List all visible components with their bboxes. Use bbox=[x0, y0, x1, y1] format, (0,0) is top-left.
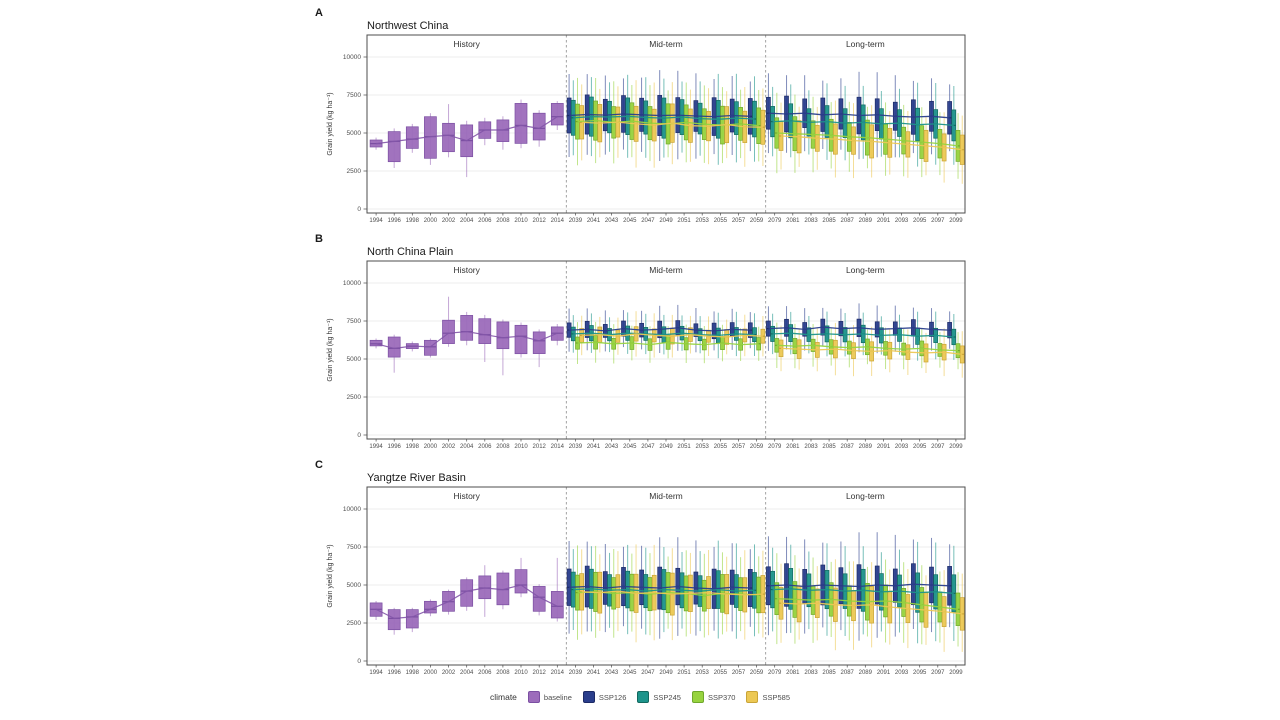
y-tick-label: 10000 bbox=[342, 54, 361, 62]
x-tick-label: 2089 bbox=[858, 218, 872, 224]
y-tick-label: 7500 bbox=[346, 92, 361, 100]
legend-swatch-icon bbox=[692, 691, 704, 703]
x-tick-label: 2002 bbox=[441, 444, 456, 450]
x-tick-label: 2010 bbox=[514, 218, 528, 224]
boxplot-chart bbox=[305, 226, 975, 452]
legend-item-baseline bbox=[528, 691, 572, 703]
climate-legend bbox=[0, 691, 1280, 703]
x-tick-label: 2006 bbox=[478, 670, 492, 676]
y-tick-label: 0 bbox=[357, 658, 361, 666]
legend-swatch-icon bbox=[746, 691, 758, 703]
x-tick-label: 2039 bbox=[568, 218, 583, 224]
y-tick-label: 7500 bbox=[346, 318, 361, 326]
x-tick-label: 2089 bbox=[858, 444, 872, 450]
x-tick-label: 2087 bbox=[840, 218, 854, 224]
y-tick-label: 0 bbox=[357, 432, 361, 440]
x-tick-label: 2012 bbox=[532, 670, 546, 676]
y-tick-label: 10000 bbox=[342, 506, 361, 514]
panel-letter: B bbox=[315, 233, 323, 245]
x-tick-label: 2093 bbox=[894, 218, 909, 224]
legend-swatch-icon bbox=[583, 691, 595, 703]
x-tick-label: 2041 bbox=[586, 670, 601, 676]
legend-swatch-icon bbox=[637, 691, 649, 703]
facet-label: History bbox=[453, 265, 480, 275]
x-tick-label: 2008 bbox=[496, 670, 510, 676]
x-tick-label: 2047 bbox=[641, 444, 655, 450]
facet-label: Mid-term bbox=[649, 39, 683, 49]
legend-item-label: SSP585 bbox=[762, 692, 790, 702]
x-tick-label: 2057 bbox=[731, 218, 746, 224]
x-tick-label: 2014 bbox=[550, 670, 564, 676]
panel-title: Northwest China bbox=[367, 20, 449, 32]
x-tick-label: 2085 bbox=[822, 444, 836, 450]
facet-label: Mid-term bbox=[649, 491, 683, 501]
x-tick-label: 2099 bbox=[949, 670, 963, 676]
x-tick-label: 2079 bbox=[768, 444, 782, 450]
x-tick-label: 2045 bbox=[623, 670, 637, 676]
y-tick-label: 2500 bbox=[346, 394, 361, 402]
x-tick-label: 2081 bbox=[786, 670, 800, 676]
legend-title: climate bbox=[489, 692, 517, 702]
x-tick-label: 1994 bbox=[369, 670, 383, 676]
x-tick-label: 2083 bbox=[804, 670, 818, 676]
x-tick-label: 2091 bbox=[876, 670, 891, 676]
x-tick-label: 2093 bbox=[894, 670, 909, 676]
x-tick-label: 2091 bbox=[876, 218, 891, 224]
y-axis-label: Grain yield (kg ha⁻¹) bbox=[327, 318, 334, 382]
x-tick-label: 2099 bbox=[949, 444, 963, 450]
y-tick-label: 5000 bbox=[346, 582, 361, 590]
x-tick-label: 2014 bbox=[550, 218, 564, 224]
legend-item-label: SSP126 bbox=[598, 692, 627, 702]
x-tick-label: 2097 bbox=[931, 218, 945, 224]
x-tick-label: 2008 bbox=[496, 444, 510, 450]
x-tick-label: 2059 bbox=[749, 444, 764, 450]
x-tick-label: 2059 bbox=[749, 670, 764, 676]
y-axis-label: Grain yield (kg ha⁻¹) bbox=[327, 92, 334, 156]
x-tick-label: 2000 bbox=[423, 444, 438, 450]
x-tick-label: 2055 bbox=[713, 218, 728, 224]
x-tick-label: 2043 bbox=[604, 218, 619, 224]
x-tick-label: 2097 bbox=[931, 670, 945, 676]
legend-item-SSP126 bbox=[583, 691, 627, 703]
legend-item-label: SSP370 bbox=[707, 692, 736, 702]
y-tick-label: 2500 bbox=[346, 620, 361, 628]
facet-label: Long-term bbox=[845, 265, 885, 275]
x-tick-label: 2014 bbox=[550, 444, 564, 450]
x-tick-label: 2051 bbox=[677, 670, 691, 676]
x-tick-label: 2045 bbox=[623, 444, 637, 450]
x-tick-label: 2099 bbox=[949, 218, 963, 224]
x-tick-label: 2047 bbox=[641, 670, 655, 676]
legend-item-label: baseline bbox=[543, 692, 572, 702]
x-tick-label: 1998 bbox=[405, 670, 419, 676]
x-tick-label: 2087 bbox=[840, 444, 854, 450]
x-tick-label: 2047 bbox=[641, 218, 655, 224]
x-tick-label: 2039 bbox=[568, 444, 583, 450]
x-tick-label: 2004 bbox=[460, 218, 474, 224]
x-tick-label: 1998 bbox=[405, 218, 419, 224]
x-tick-label: 2059 bbox=[749, 218, 764, 224]
x-tick-label: 2000 bbox=[423, 218, 438, 224]
facet-label: History bbox=[453, 39, 480, 49]
x-tick-label: 2041 bbox=[586, 444, 601, 450]
legend-items bbox=[528, 691, 790, 703]
x-tick-label: 1994 bbox=[369, 444, 383, 450]
x-tick-label: 2041 bbox=[586, 218, 601, 224]
x-tick-label: 2055 bbox=[713, 444, 728, 450]
boxplot-chart bbox=[305, 452, 975, 678]
x-tick-label: 2006 bbox=[478, 218, 492, 224]
x-tick-label: 2002 bbox=[441, 670, 456, 676]
x-tick-label: 2085 bbox=[822, 670, 836, 676]
x-tick-label: 2087 bbox=[840, 670, 854, 676]
panel-letter: A bbox=[315, 7, 323, 19]
x-tick-label: 2043 bbox=[604, 670, 619, 676]
y-tick-label: 7500 bbox=[346, 544, 361, 552]
x-tick-label: 2004 bbox=[460, 444, 474, 450]
y-tick-label: 0 bbox=[357, 206, 361, 214]
panel-a-northwest-china bbox=[305, 0, 975, 226]
boxplot-chart bbox=[305, 0, 975, 226]
x-tick-label: 1996 bbox=[387, 444, 401, 450]
legend-item-SSP585 bbox=[746, 691, 790, 703]
x-tick-label: 2089 bbox=[858, 670, 872, 676]
x-tick-label: 2010 bbox=[514, 444, 528, 450]
x-tick-label: 2081 bbox=[786, 218, 800, 224]
x-tick-label: 2010 bbox=[514, 670, 528, 676]
x-tick-label: 2083 bbox=[804, 444, 818, 450]
facet-label: Mid-term bbox=[649, 265, 683, 275]
x-tick-label: 2045 bbox=[623, 218, 637, 224]
y-tick-label: 2500 bbox=[346, 168, 361, 176]
x-tick-label: 2057 bbox=[731, 670, 746, 676]
x-tick-label: 2097 bbox=[931, 444, 945, 450]
x-tick-label: 2008 bbox=[496, 218, 510, 224]
x-tick-label: 2083 bbox=[804, 218, 818, 224]
x-tick-label: 2079 bbox=[768, 670, 782, 676]
x-tick-label: 2091 bbox=[876, 444, 891, 450]
legend-swatch-icon bbox=[528, 691, 540, 703]
x-tick-label: 2002 bbox=[441, 218, 456, 224]
x-tick-label: 2095 bbox=[913, 218, 927, 224]
panel-b-north-china-plain bbox=[305, 226, 975, 452]
x-tick-label: 2095 bbox=[913, 670, 927, 676]
facet-label: Long-term bbox=[845, 491, 885, 501]
legend-item-SSP245 bbox=[637, 691, 681, 703]
x-tick-label: 1996 bbox=[387, 218, 401, 224]
x-tick-label: 2079 bbox=[768, 218, 782, 224]
y-tick-label: 10000 bbox=[342, 280, 361, 288]
x-tick-label: 2051 bbox=[677, 218, 691, 224]
y-axis-label: Grain yield (kg ha⁻¹) bbox=[327, 544, 334, 608]
x-tick-label: 2057 bbox=[731, 444, 746, 450]
panel-title: North China Plain bbox=[367, 246, 454, 258]
x-tick-label: 2049 bbox=[659, 670, 673, 676]
x-tick-label: 2055 bbox=[713, 670, 728, 676]
x-tick-label: 2053 bbox=[695, 218, 709, 224]
x-tick-label: 2012 bbox=[532, 444, 546, 450]
x-tick-label: 2053 bbox=[695, 670, 709, 676]
panel-letter: C bbox=[315, 459, 323, 471]
facet-label: History bbox=[453, 491, 480, 501]
x-tick-label: 2085 bbox=[822, 218, 836, 224]
x-tick-label: 2051 bbox=[677, 444, 691, 450]
y-tick-label: 5000 bbox=[346, 356, 361, 364]
panel-c-yangtze-river-basin bbox=[305, 452, 975, 678]
x-tick-label: 2053 bbox=[695, 444, 709, 450]
x-tick-label: 2004 bbox=[460, 670, 474, 676]
x-tick-label: 1994 bbox=[369, 218, 383, 224]
x-tick-label: 2049 bbox=[659, 218, 673, 224]
legend-item-SSP370 bbox=[692, 691, 736, 703]
x-tick-label: 2043 bbox=[604, 444, 619, 450]
x-tick-label: 2049 bbox=[659, 444, 673, 450]
x-tick-label: 2006 bbox=[478, 444, 492, 450]
legend-item-label: SSP245 bbox=[653, 692, 681, 702]
x-tick-label: 1998 bbox=[405, 444, 419, 450]
x-tick-label: 2093 bbox=[894, 444, 909, 450]
x-tick-label: 2012 bbox=[532, 218, 546, 224]
x-tick-label: 1996 bbox=[387, 670, 401, 676]
x-tick-label: 2039 bbox=[568, 670, 583, 676]
x-tick-label: 2000 bbox=[423, 670, 438, 676]
x-tick-label: 2081 bbox=[786, 444, 800, 450]
panel-title: Yangtze River Basin bbox=[367, 472, 466, 484]
y-tick-label: 5000 bbox=[346, 130, 361, 138]
x-tick-label: 2095 bbox=[913, 444, 927, 450]
facet-label: Long-term bbox=[845, 39, 885, 49]
